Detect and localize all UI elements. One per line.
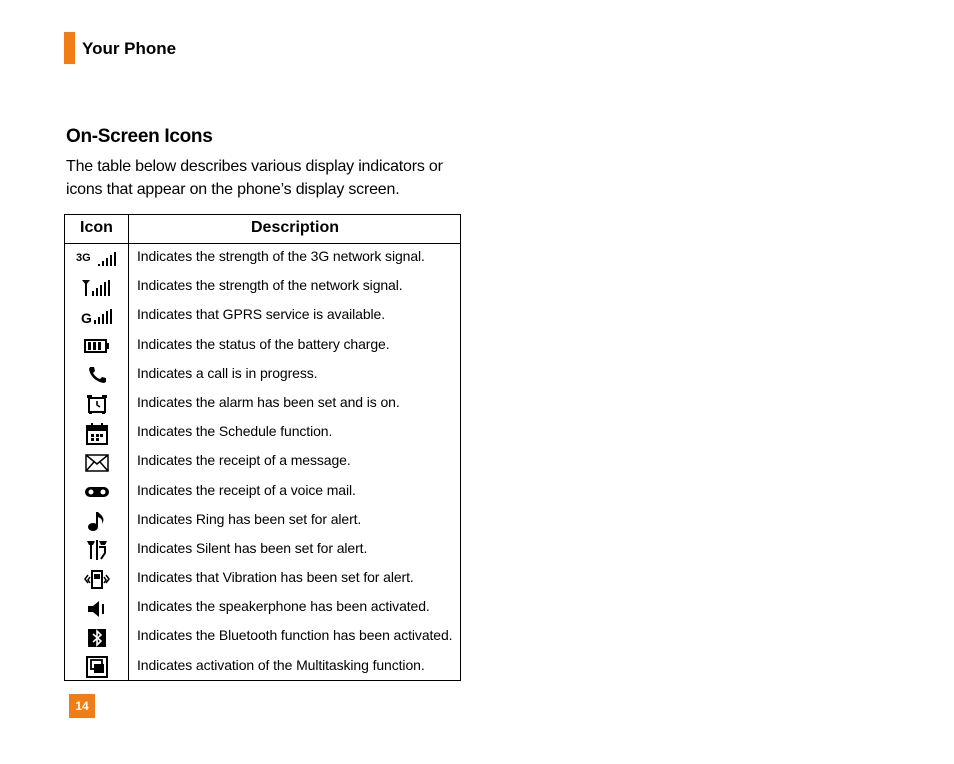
3g-signal-icon [65,244,128,273]
intro-paragraph: The table below describes various display indicators or icons that appear on the phone’s display screen. [66,158,443,198]
row-description: Indicates the Bluetooth function has been activated. [137,627,453,644]
column-header-description: Description [250,219,339,236]
alarm-icon [65,390,128,419]
network-signal-icon [65,273,128,302]
gprs-icon [65,302,128,331]
row-description: Indicates the receipt of a message. [137,452,351,469]
section-accent-bar [64,32,75,64]
row-description: Indicates the Schedule function. [137,423,333,440]
table-row [65,390,460,419]
row-description: Indicates the alarm has been set and is on. [137,393,400,410]
table-header [65,215,460,244]
battery-icon [65,332,128,361]
page-number-badge: 14 [69,694,95,718]
table-row [65,448,460,477]
row-description: Indicates Ring has been set for alert. [137,510,362,527]
message-icon [65,448,128,477]
svg-text:G: G [80,309,92,326]
bluetooth-icon [65,623,128,652]
row-description: Indicates the speakerphone has been activated. [137,598,430,615]
schedule-icon [65,419,128,448]
vibration-icon [65,565,128,594]
row-description: Indicates activation of the Multitasking function. [137,656,425,673]
speakerphone-icon [65,594,128,623]
table-row [65,302,460,331]
multitasking-icon [65,653,128,682]
table-row [65,478,460,507]
row-description: Indicates the receipt of a voice mail. [137,481,356,498]
row-description: Indicates Silent has been set for alert. [137,539,368,556]
table-row [65,332,460,361]
table-row [65,565,460,594]
section-title: Your Phone [82,39,177,58]
table-row [65,507,460,536]
voicemail-icon [65,478,128,507]
svg-text:3G: 3G [75,251,91,264]
page-heading: On-Screen Icons [66,126,213,147]
column-header-icon: Icon [80,219,113,236]
call-icon [65,361,128,390]
table-row [65,623,460,652]
table-row [65,594,460,623]
row-description: Indicates the status of the battery charge. [137,335,390,352]
row-description: Indicates the strength of the network signal. [137,277,403,294]
silent-icon [65,536,128,565]
row-description: Indicates the strength of the 3G network signal. [137,248,425,264]
table-row [65,244,460,273]
table-row [65,273,460,302]
ring-icon [65,507,128,536]
row-description: Indicates that GPRS service is available. [137,306,386,323]
row-description: Indicates that Vibration has been set for alert. [137,569,414,586]
row-description: Indicates a call is in progress. [137,364,318,381]
table-row [65,419,460,448]
icon-table [64,214,461,681]
table-row [65,536,460,565]
table-row [65,653,460,682]
table-row [65,361,460,390]
